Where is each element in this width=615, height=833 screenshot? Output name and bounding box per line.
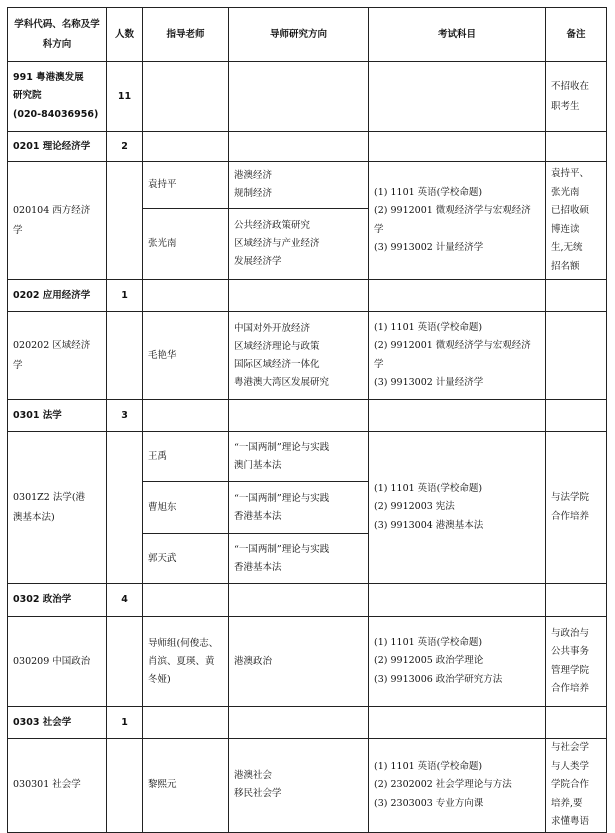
note: 袁持平、 张光南 已招收硕 博连读 生,无统 招名额 xyxy=(546,162,607,280)
section-title: 0302 政治学 xyxy=(8,584,107,617)
section-header-0302 xyxy=(8,584,607,617)
advisor-name: 袁持平 xyxy=(143,162,229,209)
exam-subjects: (1) 1101 英语(学校命题) (2) 9912001 微观经济学与宏观经济 学 (3) 9913002 计量经济学 xyxy=(369,162,546,280)
exam-subjects: (1) 1101 英语(学校命题) (2) 9912003 宪法 (3) 9913004 港澳基本法 xyxy=(369,432,546,584)
advisor-name: 黎熙元 xyxy=(143,739,229,833)
note: 与法学院 合作培养 xyxy=(546,432,607,584)
section-header-0201 xyxy=(8,132,607,162)
note: 与社会学 与人类学 学院合作 培养,要 求懂粤语 xyxy=(546,739,607,833)
section-count: 1 xyxy=(107,707,143,739)
exam-subjects: (1) 1101 英语(学校命题) (2) 9912005 政治学理论 (3) 9913006 政治学研究方法 xyxy=(369,617,546,707)
research-directions: 港澳社会 移民社会学 xyxy=(229,739,369,833)
advisor-name: 导师组(何俊志、 肖滨、夏瑛、黄 冬娅) xyxy=(143,617,229,707)
institute-name: 991 粤港澳发展 研究院 (020-84036956) xyxy=(8,62,107,132)
advisor-name: 张光南 xyxy=(143,209,229,280)
advisor-name: 郭天武 xyxy=(143,534,229,584)
research-directions: “一国两制”理论与实践 香港基本法 xyxy=(229,534,369,584)
header-exam-subjects: 考试科目 xyxy=(369,8,546,62)
institute-note: 不招收在 职考生 xyxy=(546,62,607,132)
table-row xyxy=(8,739,607,833)
major-name: 0301Z2 法学(港 澳基本法) xyxy=(8,432,107,584)
table-row xyxy=(8,617,607,707)
table-row xyxy=(8,162,607,209)
section-count: 2 xyxy=(107,132,143,162)
advisor-name: 毛艳华 xyxy=(143,312,229,400)
header-discipline: 学科代码、名称及学科方向 xyxy=(8,8,107,62)
header-notes: 备注 xyxy=(546,8,607,62)
admission-catalog-table xyxy=(7,7,607,833)
section-title: 0202 应用经济学 xyxy=(8,280,107,312)
note: 与政治与 公共事务 管理学院 合作培养 xyxy=(546,617,607,707)
research-directions: 港澳政治 xyxy=(229,617,369,707)
section-header-0301 xyxy=(8,400,607,432)
header-count: 人数 xyxy=(107,8,143,62)
research-directions: “一国两制”理论与实践 澳门基本法 xyxy=(229,432,369,482)
table-row xyxy=(8,312,607,400)
section-header-0202 xyxy=(8,280,607,312)
exam-subjects: (1) 1101 英语(学校命题) (2) 9912001 微观经济学与宏观经济 学 (3) 9913002 计量经济学 xyxy=(369,312,546,400)
major-name: 020202 区域经济 学 xyxy=(8,312,107,400)
section-count: 4 xyxy=(107,584,143,617)
research-directions: 公共经济政策研究 区域经济与产业经济 发展经济学 xyxy=(229,209,369,280)
section-count: 1 xyxy=(107,280,143,312)
institute-row xyxy=(8,62,607,132)
institute-count: 11 xyxy=(107,62,143,132)
section-header-0303 xyxy=(8,707,607,739)
header-row xyxy=(8,8,607,62)
table-row xyxy=(8,432,607,482)
research-directions: “一国两制”理论与实践 香港基本法 xyxy=(229,482,369,534)
header-advisor: 指导老师 xyxy=(143,8,229,62)
major-name: 030209 中国政治 xyxy=(8,617,107,707)
major-name: 020104 西方经济 学 xyxy=(8,162,107,280)
research-directions: 中国对外开放经济 区域经济理论与政策 国际区域经济一体化 粤港澳大湾区发展研究 xyxy=(229,312,369,400)
section-title: 0201 理论经济学 xyxy=(8,132,107,162)
advisor-name: 曹旭东 xyxy=(143,482,229,534)
advisor-name: 王禹 xyxy=(143,432,229,482)
section-title: 0301 法学 xyxy=(8,400,107,432)
header-research-direction: 导师研究方向 xyxy=(229,8,369,62)
major-name: 030301 社会学 xyxy=(8,739,107,833)
section-count: 3 xyxy=(107,400,143,432)
research-directions: 港澳经济 规制经济 xyxy=(229,162,369,209)
section-title: 0303 社会学 xyxy=(8,707,107,739)
exam-subjects: (1) 1101 英语(学校命题) (2) 2302002 社会学理论与方法 (3) 2303003 专业方向课 xyxy=(369,739,546,833)
